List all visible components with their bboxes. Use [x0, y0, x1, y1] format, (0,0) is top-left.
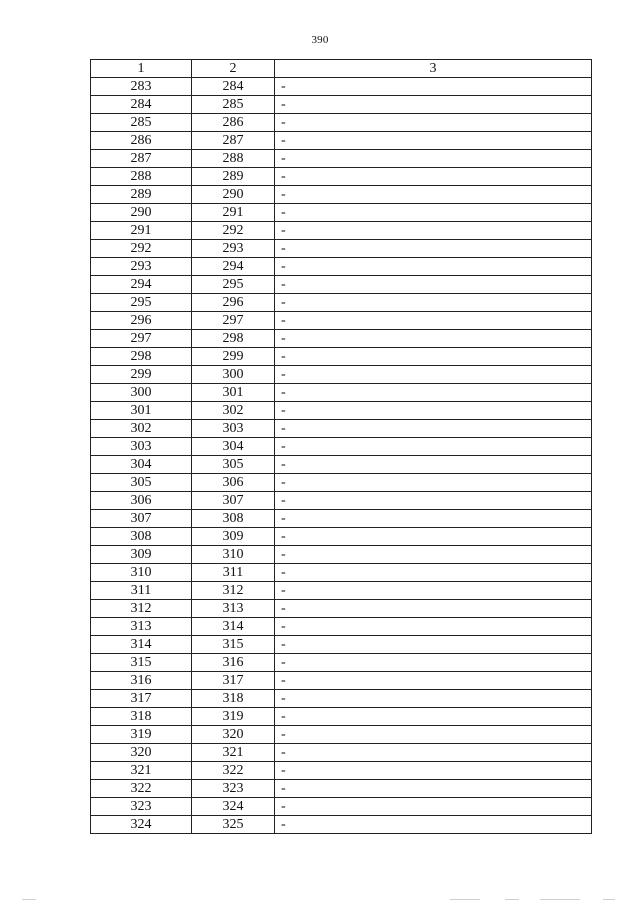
cell-col-1: 313	[91, 618, 192, 636]
cell-col-1: 287	[91, 150, 192, 168]
cell-col-3: -	[275, 420, 592, 438]
cell-col-2: 292	[192, 222, 275, 240]
cell-col-2: 293	[192, 240, 275, 258]
cell-col-3: -	[275, 456, 592, 474]
cell-col-1: 323	[91, 798, 192, 816]
table-row	[91, 492, 592, 510]
cell-col-3: -	[275, 330, 592, 348]
cell-col-3: -	[275, 510, 592, 528]
cell-col-3: -	[275, 384, 592, 402]
table-row	[91, 150, 592, 168]
cell-col-1: 322	[91, 780, 192, 798]
cell-col-1: 283	[91, 78, 192, 96]
cell-col-2: 297	[192, 312, 275, 330]
cell-col-2: 303	[192, 420, 275, 438]
table-row	[91, 726, 592, 744]
cell-col-1: 310	[91, 564, 192, 582]
cell-col-3: -	[275, 132, 592, 150]
cell-col-2: 323	[192, 780, 275, 798]
cell-col-3: -	[275, 312, 592, 330]
table-row	[91, 276, 592, 294]
data-table	[90, 59, 592, 834]
cell-col-2: 294	[192, 258, 275, 276]
table-row	[91, 384, 592, 402]
cell-col-3: -	[275, 294, 592, 312]
table-row	[91, 474, 592, 492]
cell-col-2: 309	[192, 528, 275, 546]
table-row	[91, 186, 592, 204]
cell-col-3: -	[275, 276, 592, 294]
cell-col-2: 322	[192, 762, 275, 780]
cell-col-3: -	[275, 150, 592, 168]
cell-col-2: 295	[192, 276, 275, 294]
cell-col-1: 293	[91, 258, 192, 276]
table-row	[91, 348, 592, 366]
cell-col-2: 320	[192, 726, 275, 744]
cell-col-3: -	[275, 618, 592, 636]
cell-col-2: 287	[192, 132, 275, 150]
cell-col-3: -	[275, 672, 592, 690]
cell-col-2: 285	[192, 96, 275, 114]
table-row	[91, 240, 592, 258]
cell-col-2: 321	[192, 744, 275, 762]
cell-col-3: -	[275, 582, 592, 600]
cell-col-1: 324	[91, 816, 192, 834]
cell-col-3: -	[275, 168, 592, 186]
cell-col-3: -	[275, 78, 592, 96]
table-row	[91, 528, 592, 546]
cell-col-1: 321	[91, 762, 192, 780]
table-row	[91, 618, 592, 636]
table-row	[91, 420, 592, 438]
page-number: 390	[311, 34, 329, 46]
cell-col-2: 310	[192, 546, 275, 564]
cell-col-3: -	[275, 492, 592, 510]
cell-col-1: 317	[91, 690, 192, 708]
table-row	[91, 708, 592, 726]
table-row	[91, 438, 592, 456]
cell-col-1: 306	[91, 492, 192, 510]
cell-col-1: 311	[91, 582, 192, 600]
table-row	[91, 258, 592, 276]
cell-col-3: -	[275, 636, 592, 654]
cell-col-2: 325	[192, 816, 275, 834]
cell-col-2: 305	[192, 456, 275, 474]
table-row	[91, 78, 592, 96]
cell-col-1: 296	[91, 312, 192, 330]
cell-col-1: 301	[91, 402, 192, 420]
cell-col-3: -	[275, 240, 592, 258]
cell-col-3: -	[275, 780, 592, 798]
table-row	[91, 312, 592, 330]
cell-col-2: 324	[192, 798, 275, 816]
cell-col-1: 307	[91, 510, 192, 528]
cell-col-1: 303	[91, 438, 192, 456]
cell-col-1: 316	[91, 672, 192, 690]
cell-col-2: 315	[192, 636, 275, 654]
cell-col-3: -	[275, 186, 592, 204]
cell-col-3: -	[275, 438, 592, 456]
cell-col-3: -	[275, 564, 592, 582]
table-row	[91, 636, 592, 654]
table-row	[91, 762, 592, 780]
cell-col-3: -	[275, 546, 592, 564]
cell-col-1: 294	[91, 276, 192, 294]
table-row	[91, 96, 592, 114]
cell-col-3: -	[275, 204, 592, 222]
cell-col-2: 300	[192, 366, 275, 384]
cell-col-2: 317	[192, 672, 275, 690]
table-row	[91, 816, 592, 834]
cell-col-2: 313	[192, 600, 275, 618]
cell-col-1: 299	[91, 366, 192, 384]
cell-col-3: -	[275, 348, 592, 366]
cell-col-2: 299	[192, 348, 275, 366]
table-row	[91, 600, 592, 618]
cell-col-2: 289	[192, 168, 275, 186]
cell-col-1: 289	[91, 186, 192, 204]
table-row	[91, 294, 592, 312]
table-row	[91, 690, 592, 708]
table-row	[91, 654, 592, 672]
cell-col-3: -	[275, 654, 592, 672]
header-row	[91, 60, 592, 78]
cell-col-1: 288	[91, 168, 192, 186]
table-row	[91, 168, 592, 186]
table-row	[91, 402, 592, 420]
cell-col-3: -	[275, 600, 592, 618]
cell-col-1: 319	[91, 726, 192, 744]
cell-col-1: 285	[91, 114, 192, 132]
cell-col-2: 306	[192, 474, 275, 492]
column-header-1: 1	[91, 60, 192, 78]
cell-col-3: -	[275, 762, 592, 780]
cell-col-3: -	[275, 798, 592, 816]
cell-col-3: -	[275, 816, 592, 834]
cell-col-1: 298	[91, 348, 192, 366]
cell-col-2: 296	[192, 294, 275, 312]
cell-col-1: 284	[91, 96, 192, 114]
cell-col-1: 315	[91, 654, 192, 672]
cell-col-1: 302	[91, 420, 192, 438]
cell-col-2: 288	[192, 150, 275, 168]
cell-col-1: 290	[91, 204, 192, 222]
cell-col-1: 305	[91, 474, 192, 492]
cell-col-3: -	[275, 744, 592, 762]
cell-col-2: 302	[192, 402, 275, 420]
table-row	[91, 204, 592, 222]
cell-col-2: 318	[192, 690, 275, 708]
cell-col-3: -	[275, 528, 592, 546]
table-row	[91, 456, 592, 474]
cell-col-1: 300	[91, 384, 192, 402]
scan-edge-marks	[0, 899, 640, 903]
table-row	[91, 564, 592, 582]
cell-col-3: -	[275, 366, 592, 384]
table-row	[91, 366, 592, 384]
table-row	[91, 582, 592, 600]
table-row	[91, 546, 592, 564]
table-row	[91, 510, 592, 528]
column-header-2: 2	[192, 60, 275, 78]
table-row	[91, 330, 592, 348]
cell-col-3: -	[275, 96, 592, 114]
cell-col-2: 308	[192, 510, 275, 528]
cell-col-2: 290	[192, 186, 275, 204]
cell-col-1: 297	[91, 330, 192, 348]
cell-col-1: 309	[91, 546, 192, 564]
cell-col-1: 312	[91, 600, 192, 618]
cell-col-2: 298	[192, 330, 275, 348]
table-row	[91, 222, 592, 240]
cell-col-1: 295	[91, 294, 192, 312]
cell-col-3: -	[275, 726, 592, 744]
table-row	[91, 744, 592, 762]
cell-col-2: 311	[192, 564, 275, 582]
cell-col-2: 316	[192, 654, 275, 672]
cell-col-3: -	[275, 258, 592, 276]
table-row	[91, 798, 592, 816]
cell-col-2: 304	[192, 438, 275, 456]
cell-col-1: 291	[91, 222, 192, 240]
cell-col-1: 320	[91, 744, 192, 762]
table-row	[91, 114, 592, 132]
cell-col-2: 319	[192, 708, 275, 726]
table-body	[91, 78, 592, 834]
column-header-3: 3	[275, 60, 592, 78]
cell-col-2: 284	[192, 78, 275, 96]
cell-col-1: 292	[91, 240, 192, 258]
cell-col-2: 291	[192, 204, 275, 222]
table-header	[91, 60, 592, 78]
cell-col-2: 307	[192, 492, 275, 510]
cell-col-2: 314	[192, 618, 275, 636]
table-row	[91, 672, 592, 690]
cell-col-3: -	[275, 690, 592, 708]
cell-col-3: -	[275, 708, 592, 726]
cell-col-1: 314	[91, 636, 192, 654]
cell-col-3: -	[275, 474, 592, 492]
cell-col-1: 304	[91, 456, 192, 474]
cell-col-2: 286	[192, 114, 275, 132]
cell-col-3: -	[275, 402, 592, 420]
cell-col-1: 308	[91, 528, 192, 546]
cell-col-2: 301	[192, 384, 275, 402]
cell-col-1: 318	[91, 708, 192, 726]
table-row	[91, 780, 592, 798]
cell-col-1: 286	[91, 132, 192, 150]
cell-col-3: -	[275, 114, 592, 132]
cell-col-3: -	[275, 222, 592, 240]
cell-col-2: 312	[192, 582, 275, 600]
table-row	[91, 132, 592, 150]
